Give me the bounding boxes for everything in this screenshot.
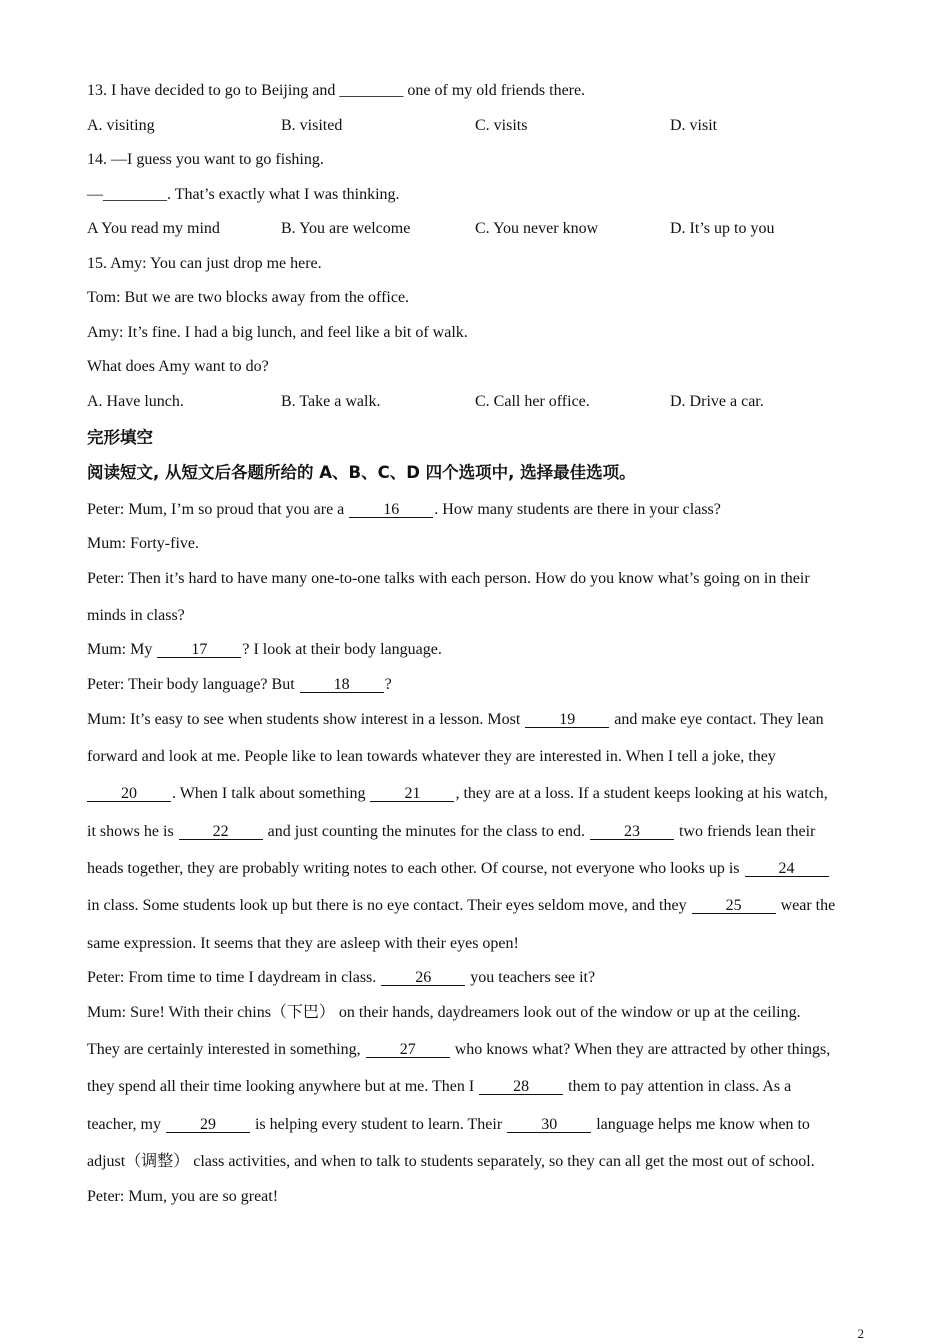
passage-text: them to pay attention in class. As a [564, 1078, 792, 1095]
passage-line-6 [87, 675, 392, 695]
passage-text: two friends lean their [674, 823, 816, 840]
passage-text: in class. Some students look up but there is no eye contact. Their eyes seldom move, and they [87, 897, 691, 914]
blank-17: 17 [157, 642, 241, 658]
passage-text: and just counting the minutes for the class to end. [263, 823, 589, 840]
passage-text: ? [384, 676, 392, 693]
passage-text: is helping every student to learn. Their [250, 1116, 507, 1133]
passage-text: They are certainly interested in something, [87, 1041, 365, 1058]
passage-line-12 [87, 896, 835, 916]
blank-19: 19 [525, 712, 609, 728]
q13-stem: 13. I have decided to go to Beijing and ________ one of my old friends there. [87, 82, 586, 99]
passage-text: wear the [776, 897, 836, 914]
blank-24: 24 [745, 861, 829, 877]
q14-option-a: A You read my mind [87, 220, 220, 237]
passage-text: ? I look at their body language. [242, 641, 442, 658]
q13-option-d: D. visit [670, 117, 718, 134]
passage-line-1 [87, 500, 721, 520]
passage-line-7 [87, 710, 824, 730]
q15-question: What does Amy want to do? [87, 358, 269, 375]
passage-line-5 [87, 640, 442, 660]
passage-line-19: adjust（调整） class activities, and when to talk to students separately, so they can all get the most out of school. [87, 1153, 815, 1170]
blank-22: 22 [179, 824, 263, 840]
q14-option-d: D. It’s up to you [670, 220, 775, 237]
passage-text: heads together, they are probably writing notes to each other. Of course, not everyone who looks up is [87, 860, 744, 877]
blank-28: 28 [479, 1079, 563, 1095]
blank-18: 18 [300, 677, 384, 693]
passage-text: teacher, my [87, 1116, 165, 1133]
passage-text: . How many students are there in your class? [434, 501, 721, 518]
passage-line-15: Mum: Sure! With their chins（下巴） on their hands, daydreamers look out of the window or up at the ceiling. [87, 1004, 801, 1021]
passage-text: language helps me know when to [592, 1116, 810, 1133]
page-number: 2 [857, 1326, 864, 1341]
passage-text: . When I talk about something [172, 785, 370, 802]
blank-16: 16 [349, 502, 433, 518]
passage-line-2: Mum: Forty-five. [87, 535, 199, 552]
blank-30: 30 [507, 1117, 591, 1133]
passage-text: it shows he is [87, 823, 178, 840]
blank-21: 21 [370, 786, 454, 802]
q15-option-a: A. Have lunch. [87, 393, 184, 410]
section-title: 完形填空 [87, 428, 153, 447]
q15-option-b: B. Take a walk. [281, 393, 381, 410]
q15-line-3: Amy: It’s fine. I had a big lunch, and feel like a bit of walk. [87, 324, 468, 341]
passage-line-17 [87, 1077, 791, 1097]
passage-text: , they are at a loss. If a student keeps looking at his watch, [455, 785, 828, 802]
passage-text: Peter: From time to time I daydream in class. [87, 969, 381, 986]
q15-option-d: D. Drive a car. [670, 393, 764, 410]
blank-29: 29 [166, 1117, 250, 1133]
passage-text: you teachers see it? [466, 969, 596, 986]
passage-line-11 [87, 859, 830, 879]
passage-line-20: Peter: Mum, you are so great! [87, 1188, 279, 1205]
blank-20: 20 [87, 786, 171, 802]
passage-text: Mum: It’s easy to see when students show interest in a lesson. Most [87, 711, 525, 728]
q15-option-c: C. Call her office. [475, 393, 590, 410]
blank-27: 27 [366, 1042, 450, 1058]
q14-option-c: C. You never know [475, 220, 599, 237]
passage-line-16 [87, 1040, 830, 1060]
passage-line-3: Peter: Then it’s hard to have many one-to-one talks with each person. How do you know what’s going on in their [87, 570, 810, 587]
passage-text: who knows what? When they are attracted by other things, [450, 1041, 831, 1058]
passage-line-14 [87, 968, 595, 988]
q14-reply: —________. That’s exactly what I was thinking. [87, 186, 400, 203]
passage-line-10 [87, 822, 815, 842]
passage-line-13: same expression. It seems that they are asleep with their eyes open! [87, 935, 519, 952]
passage-text: Mum: My [87, 641, 157, 658]
passage-line-8: forward and look at me. People like to lean towards whatever they are interested in. When I tell a joke, they [87, 748, 776, 765]
passage-text: and make eye contact. They lean [610, 711, 824, 728]
q15-line-1: 15. Amy: You can just drop me here. [87, 255, 322, 272]
passage-text: they spend all their time looking anywhere but at me. Then I [87, 1078, 479, 1095]
q13-option-a: A. visiting [87, 117, 155, 134]
q15-line-2: Tom: But we are two blocks away from the office. [87, 289, 410, 306]
section-instruction: 阅读短文, 从短文后各题所给的 A、B、C、D 四个选项中, 选择最佳选项。 [87, 463, 636, 482]
q14-stem: 14. —I guess you want to go fishing. [87, 151, 324, 168]
q13-option-b: B. visited [281, 117, 343, 134]
passage-line-9 [87, 784, 828, 804]
blank-25: 25 [692, 898, 776, 914]
passage-text: Peter: Mum, I’m so proud that you are a [87, 501, 349, 518]
blank-26: 26 [381, 970, 465, 986]
passage-line-18 [87, 1115, 810, 1135]
q14-option-b: B. You are welcome [281, 220, 411, 237]
blank-23: 23 [590, 824, 674, 840]
q13-option-c: C. visits [475, 117, 528, 134]
passage-text: Peter: Their body language? But [87, 676, 299, 693]
passage-line-4: minds in class? [87, 607, 185, 624]
